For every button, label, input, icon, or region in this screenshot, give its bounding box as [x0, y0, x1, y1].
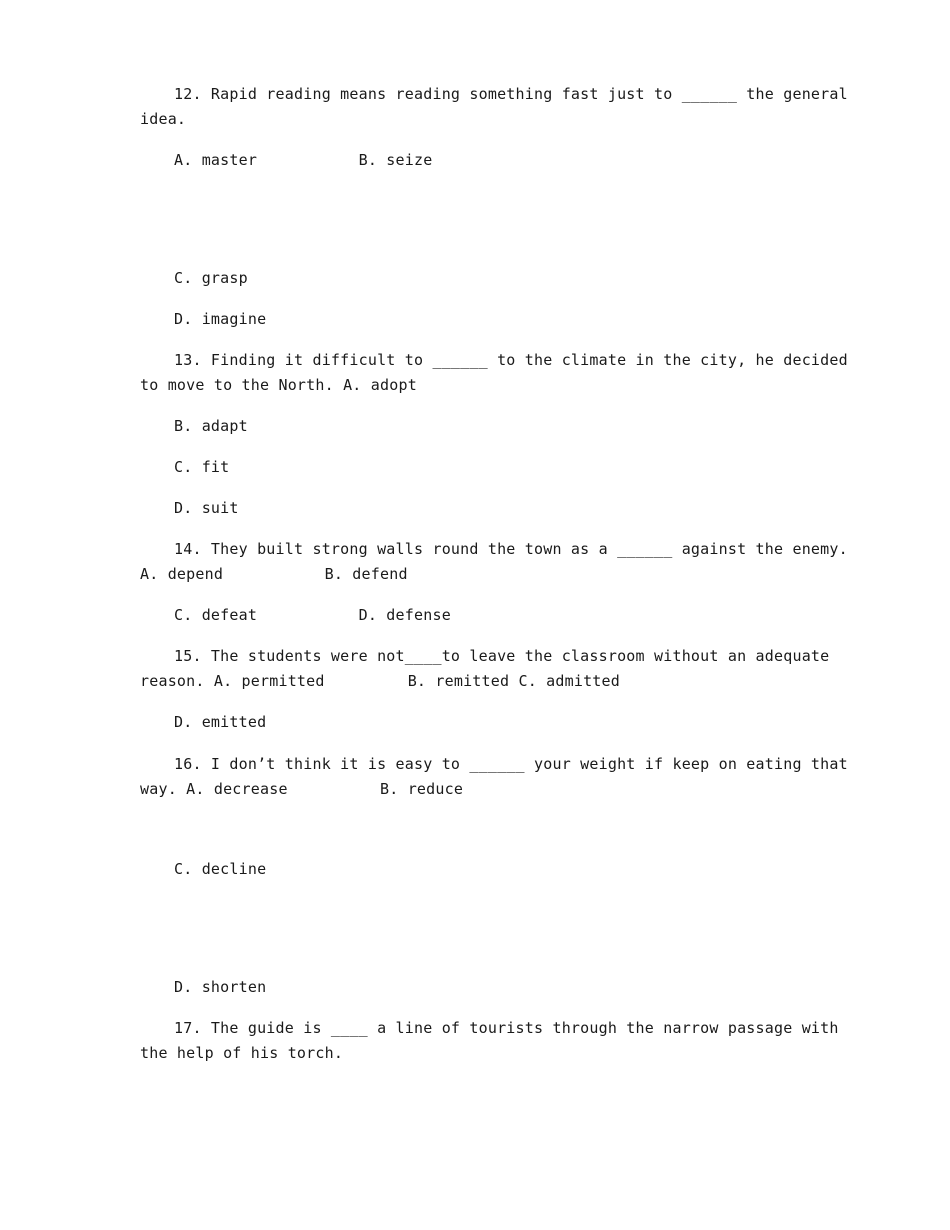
question-12-option-d: D. imagine — [174, 310, 267, 328]
question-14-text: 14. They built strong walls round the town as a ______ against the enemy. — [174, 540, 848, 558]
question-13-option-b: B. adapt — [174, 417, 248, 435]
question-13-text-continued: to move to the North. A. adopt — [140, 376, 417, 394]
question-16-option-c: C. decline — [174, 860, 267, 878]
question-16-text: 16. I don’t think it is easy to ______ your weight if keep on eating that — [174, 755, 848, 773]
question-16-text-continued: way. A. decrease B. reduce — [140, 780, 464, 798]
question-13-text: 13. Finding it difficult to ______ to the climate in the city, he decided — [174, 351, 848, 369]
question-14-options-cd: C. defeat D. defense — [174, 606, 451, 624]
question-15-text: 15. The students were not____to leave the classroom without an adequate — [174, 647, 830, 665]
question-13-option-c: C. fit — [174, 458, 230, 476]
question-17-text-continued: the help of his torch. — [140, 1044, 344, 1062]
question-12-text: 12. Rapid reading means reading something fast just to ______ the general — [174, 85, 848, 103]
question-12-option-c: C. grasp — [174, 269, 248, 287]
question-15-text-continued: reason. A. permitted B. remitted C. admitted — [140, 672, 620, 690]
question-12-options-ab: A. master B. seize — [174, 151, 433, 169]
question-15-option-d: D. emitted — [174, 713, 267, 731]
question-12-text-continued: idea. — [140, 110, 187, 128]
question-17-text: 17. The guide is ____ a line of tourists through the narrow passage with — [174, 1019, 839, 1037]
question-14-options-ab: A. depend B. defend — [140, 565, 408, 583]
question-16-option-d: D. shorten — [174, 978, 267, 996]
question-13-option-d: D. suit — [174, 499, 239, 517]
